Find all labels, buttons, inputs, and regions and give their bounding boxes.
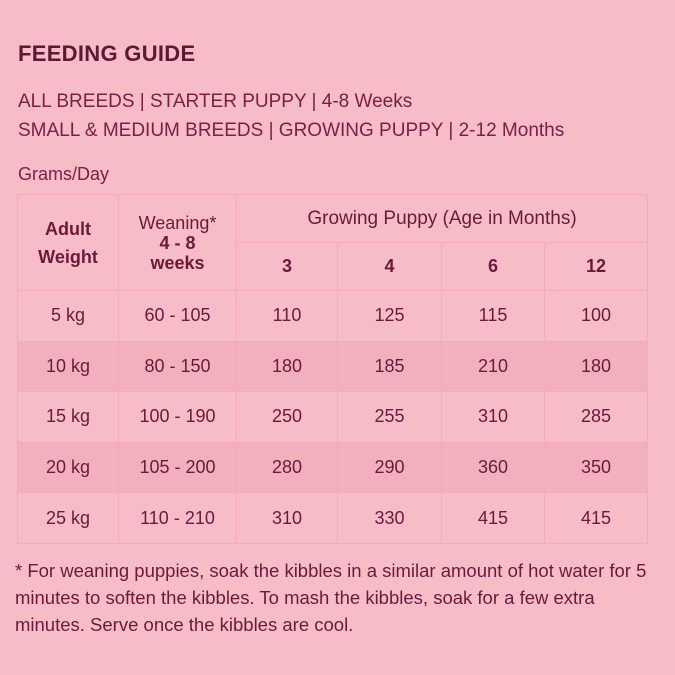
weaning-cell: 60 - 105: [119, 291, 237, 342]
header-weaning-label: Weaning*: [138, 212, 217, 233]
header-adult-weight-label: Adult Weight: [38, 218, 98, 267]
month-12-cell: 285: [545, 392, 648, 443]
month-4-cell: 185: [338, 341, 442, 392]
header-growing-puppy: Growing Puppy (Age in Months): [237, 195, 648, 243]
month-3-cell: 250: [237, 392, 338, 443]
month-12-cell: 100: [545, 291, 648, 342]
header-weaning-range: 4 - 8: [159, 232, 196, 253]
weight-cell: 10 kg: [18, 341, 119, 392]
month-6-cell: 115: [442, 291, 545, 342]
table-row: [18, 392, 648, 443]
month-4-cell: 290: [338, 442, 442, 493]
header-weaning: [119, 195, 237, 291]
weaning-footnote: * For weaning puppies, soak the kibbles in a similar amount of hot water for 5 minutes to soften the kibbles. To mash the kibbles, soak for a few extra minutes. Serve once the kibbles are cool.: [15, 560, 647, 635]
table-row: [18, 493, 648, 544]
month-12-cell: 415: [545, 493, 648, 544]
breed-line-starter: ALL BREEDS | STARTER PUPPY | 4-8 Weeks: [18, 91, 413, 112]
weight-cell: 25 kg: [18, 493, 119, 544]
month-6-cell: 210: [442, 341, 545, 392]
month-6-cell: 310: [442, 392, 545, 443]
units-label: Grams/Day: [18, 164, 110, 184]
weight-cell: 15 kg: [18, 392, 119, 443]
weight-cell: 20 kg: [18, 442, 119, 493]
header-weaning-unit: weeks: [150, 252, 205, 273]
header-month-12: 12: [545, 243, 648, 291]
breed-line-growing: SMALL & MEDIUM BREEDS | GROWING PUPPY | 2-12 Months: [18, 120, 565, 141]
header-month-4: 4: [338, 243, 442, 291]
month-12-cell: 180: [545, 341, 648, 392]
weaning-cell: 80 - 150: [119, 341, 237, 392]
table-row: [18, 291, 648, 342]
month-6-cell: 415: [442, 493, 545, 544]
month-3-cell: 280: [237, 442, 338, 493]
table-row: [18, 341, 648, 392]
header-month-6: 6: [442, 243, 545, 291]
month-4-cell: 255: [338, 392, 442, 443]
month-12-cell: 350: [545, 442, 648, 493]
weaning-cell: 105 - 200: [119, 442, 237, 493]
month-3-cell: 310: [237, 493, 338, 544]
month-6-cell: 360: [442, 442, 545, 493]
month-3-cell: 180: [237, 341, 338, 392]
header-adult-weight: [18, 195, 119, 291]
month-4-cell: 125: [338, 291, 442, 342]
month-3-cell: 110: [237, 291, 338, 342]
weaning-cell: 110 - 210: [119, 493, 237, 544]
weaning-cell: 100 - 190: [119, 392, 237, 443]
month-4-cell: 330: [338, 493, 442, 544]
page-title: FEEDING GUIDE: [18, 41, 196, 66]
feeding-table: [17, 194, 648, 544]
weight-cell: 5 kg: [18, 291, 119, 342]
header-month-3: 3: [237, 243, 338, 291]
table-row: [18, 442, 648, 493]
